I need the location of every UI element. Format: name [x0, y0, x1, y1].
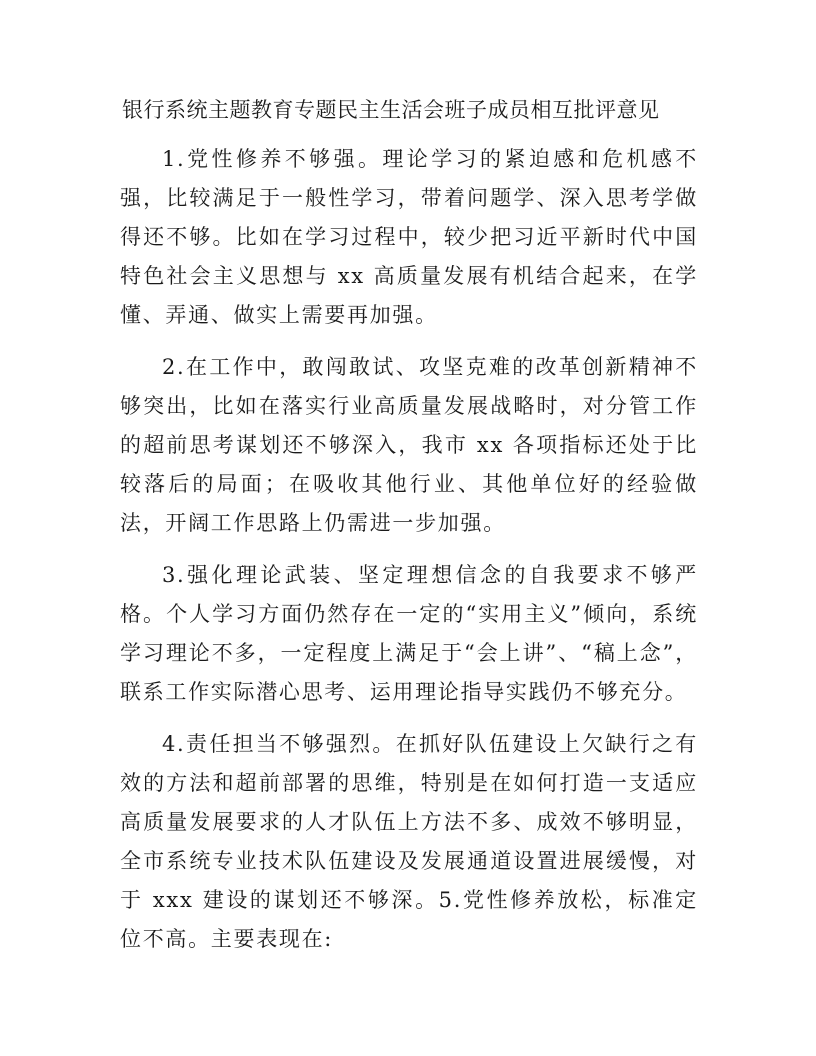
- paragraph-3: 3.强化理论武装、坚定理想信念的自我要求不够严格。个人学习方面仍然存在一定的“实用主义”倾向，系统学习理论不多，一定程度上满足于“会上讲”、“稿上念”，联系工作实际潜心思考、运用理论指导实践仍不够充分。: [120, 563, 698, 704]
- document-title: 银行系统主题教育专题民主生活会班子成员相互批评意见: [122, 98, 660, 122]
- document-body: [120, 140, 698, 972]
- paragraph-2: 2.在工作中，敢闯敢试、攻坚克难的改革创新精神不够突出，比如在落实行业高质量发展战略时，对分管工作的超前思考谋划还不够深入，我市 xx 各项指标还处于比较落后的局面；在吸收其他行业、其他单位好的经验做法，开阔工作思路上仍需进一步加强。: [120, 355, 698, 535]
- paragraph-4: 4.责任担当不够强烈。在抓好队伍建设上欠缺行之有效的方法和超前部署的思维，特别是在如何打造一支适应高质量发展要求的人才队伍上方法不多、成效不够明显，全市系统专业技术队伍建设及发展通道设置进展缓慢，对于 xxx 建设的谋划还不够深。5.党性修养放松，标准定位不高。主要表现在:: [120, 732, 698, 951]
- paragraph-1: 1.党性修养不够强。理论学习的紧迫感和危机感不强，比较满足于一般性学习，带着问题学、深入思考学做得还不够。比如在学习过程中，较少把习近平新时代中国特色社会主义思想与 xx 高质量发展有机结合起来，在学懂、弄通、做实上需要再加强。: [120, 147, 698, 327]
